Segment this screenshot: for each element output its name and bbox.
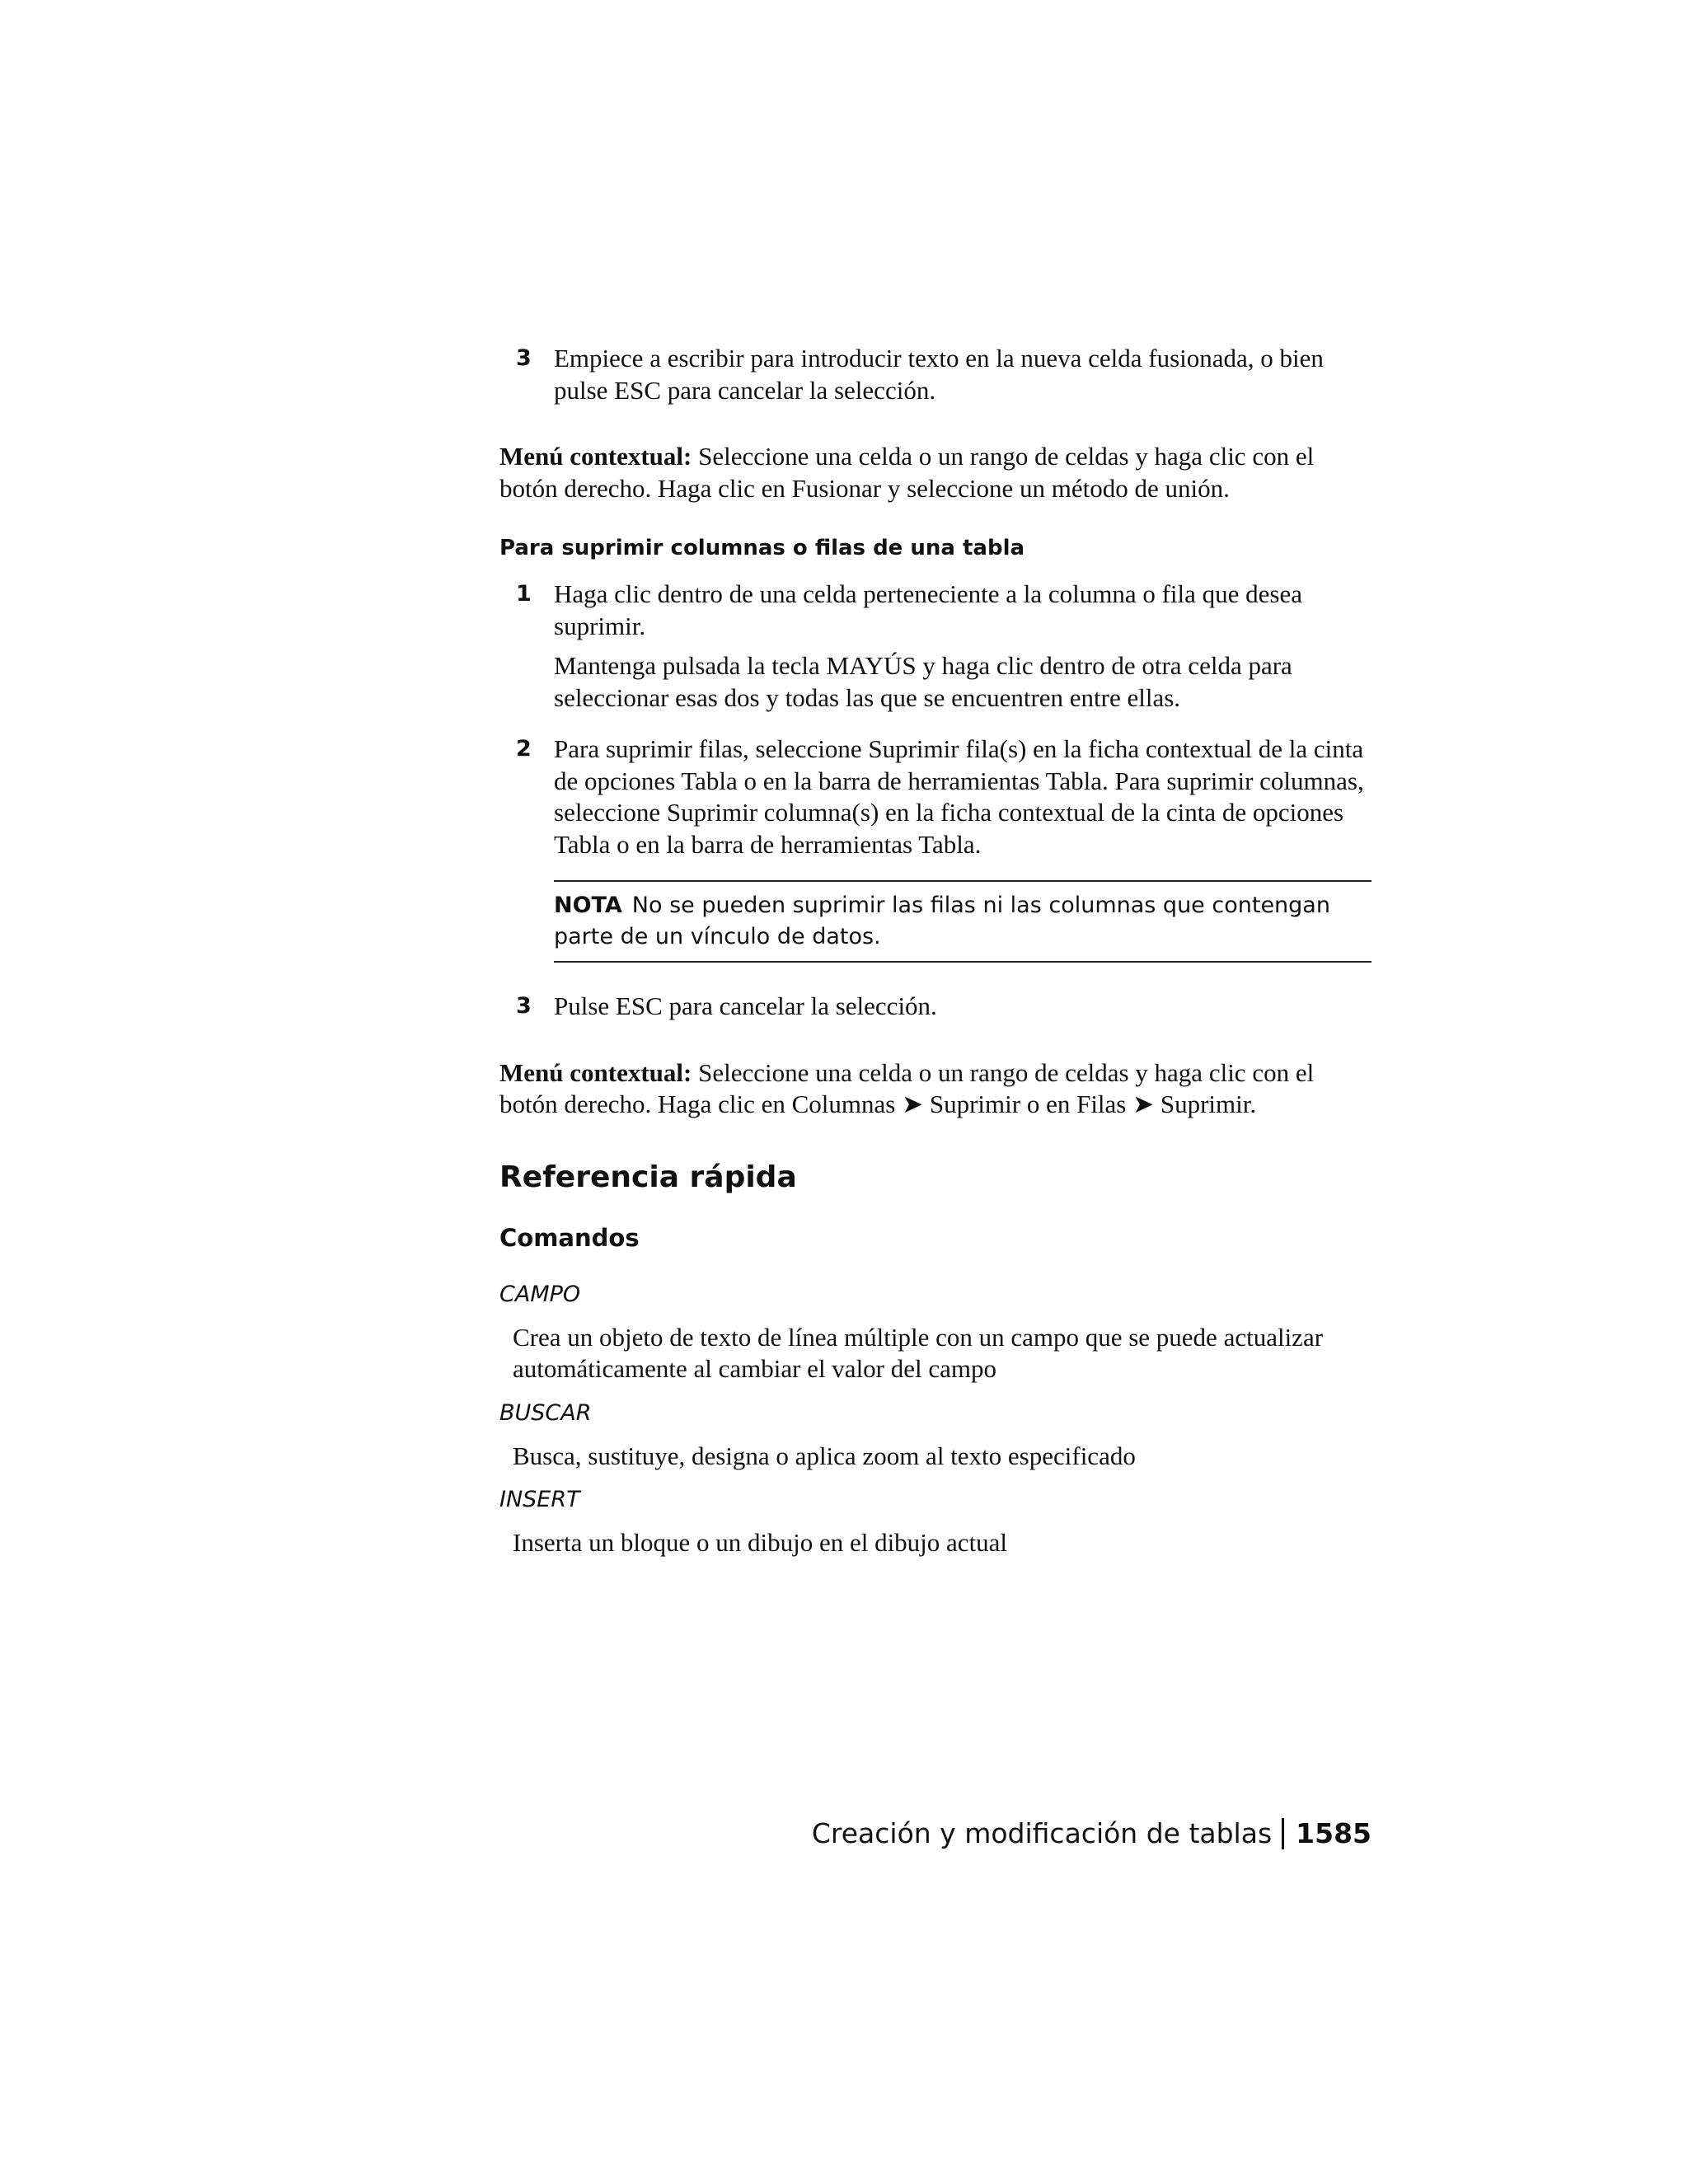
step-subtext: Mantenga pulsada la tecla MAYÚS y haga clic dentro de otra celda para seleccionar esas dos y todas las que se encuentren entre ellas. [554, 651, 1292, 712]
step-text: Haga clic dentro de una celda perteneciente a la columna o fila que desea suprimir. [554, 579, 1303, 640]
shortcut-menu-delete [499, 1057, 1372, 1121]
command-name: BUSCAR [499, 1399, 592, 1426]
step-text: Empiece a escribir para introducir texto en la nueva celda fusionada, o bien pulse ESC para cancelar la selección. [554, 344, 1324, 405]
command-description: Busca, sustituye, designa o aplica zoom al texto especificado [513, 1441, 1136, 1470]
section-title: Referencia rápida [499, 1160, 797, 1194]
menu-arrow-icon: ➤ [902, 1090, 924, 1118]
step-number: 3 [516, 345, 532, 371]
footer-separator [1282, 1818, 1284, 1849]
shortcut-menu-merge [499, 441, 1372, 504]
footer-chapter-title: Creación y modificación de tablas [811, 1817, 1273, 1849]
step-1-delete [499, 579, 1372, 714]
note-text: No se pueden suprimir las filas ni las columnas que contengan parte de un vínculo de datos. [554, 893, 1330, 949]
command-description: Inserta un bloque o un dibujo en el dibujo actual [513, 1528, 1008, 1557]
shortcut-text-3: Suprimir. [1160, 1090, 1257, 1118]
page-footer [812, 1817, 1372, 1849]
menu-arrow-icon: ➤ [1132, 1090, 1155, 1118]
note-box [554, 880, 1372, 963]
procedure-heading: Para suprimir columnas o filas de una tabla [499, 536, 1025, 560]
command-description: Crea un objeto de texto de línea múltiple con un campo que se puede actualizar automáticamente al cambiar el valor del campo [513, 1322, 1324, 1383]
step-number: 2 [516, 736, 532, 762]
command-name: INSERT [499, 1487, 580, 1512]
page-number: 1585 [1296, 1817, 1372, 1849]
shortcut-text-1: Seleccione una celda o un rango de celdas y haga clic con el botón derecho. Haga clic en Columnas [499, 1057, 1315, 1118]
step-text: Pulse ESC para cancelar la selección. [554, 991, 937, 1020]
shortcut-text-2: Suprimir o en Filas [929, 1090, 1127, 1118]
shortcut-label: Menú contextual: [499, 1057, 692, 1087]
step-text: Para suprimir filas, seleccione Suprimir fila(s) en la ficha contextual de la cinta de opciones Tabla o en la barra de herramientas Tabla. Para suprimir columnas, seleccione Suprimir columna(s) en la ficha contextual de la cinta de opciones Tabla o en la barra de herramientas Tabla. [554, 734, 1364, 859]
step-3-merge [499, 343, 1372, 406]
page-content [499, 343, 1372, 1559]
shortcut-label: Menú contextual: [499, 442, 692, 471]
shortcut-text: Seleccione una celda o un rango de celdas y haga clic con el botón derecho. Haga clic en Fusionar y seleccione un método de unión. [499, 442, 1315, 503]
command-name: CAMPO [499, 1281, 581, 1307]
step-2-delete [499, 733, 1372, 860]
step-number: 1 [516, 581, 532, 607]
note-label: NOTA [554, 893, 622, 918]
step-3-delete [499, 991, 1372, 1023]
subsection-title: Comandos [499, 1223, 640, 1252]
step-number: 3 [516, 993, 532, 1019]
